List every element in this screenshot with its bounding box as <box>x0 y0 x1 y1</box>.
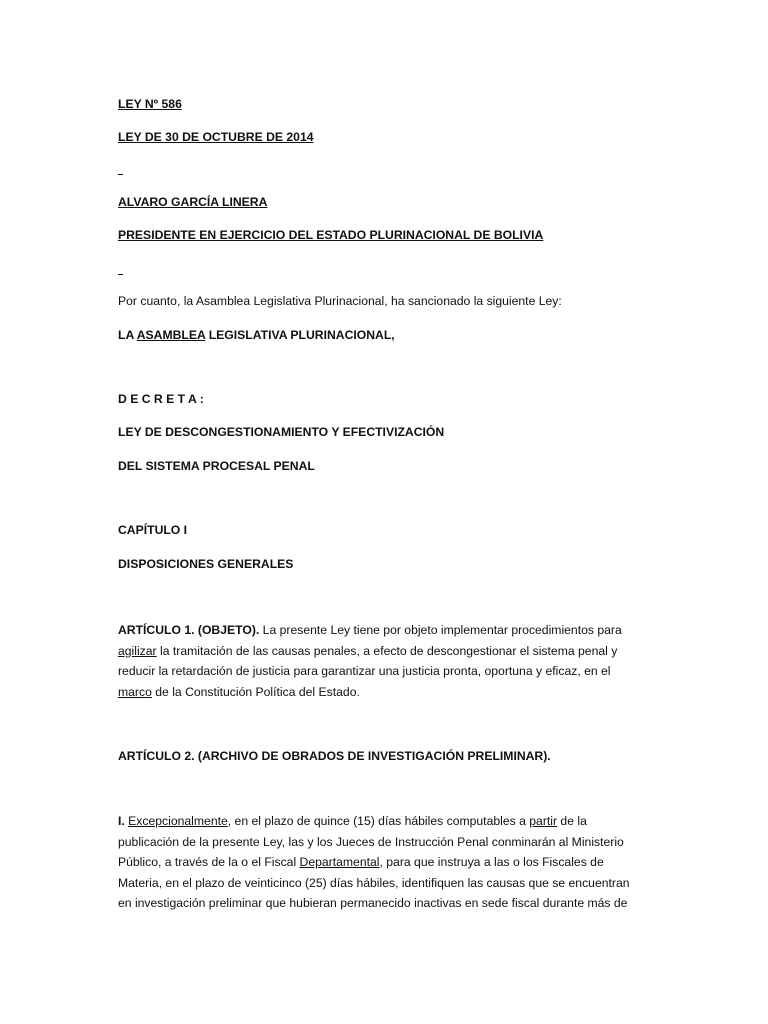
articulo-1-text: la tramitación de las causas penales, a efecto de descongestionar el sistema penal y <box>156 643 618 658</box>
departamental-link[interactable]: Departamental <box>299 855 380 869</box>
articulo-1-heading: ARTÍCULO 1. (OBJETO). <box>118 623 260 637</box>
partir-link[interactable]: partir <box>529 814 558 828</box>
articulo-1-text: La presente Ley tiene por objeto implementar procedimientos para <box>259 623 622 637</box>
paragraph-numeral: I. <box>118 814 129 828</box>
articulo-2-text: , en el plazo de quince (15) días hábiles computables a <box>227 814 530 828</box>
agilizar-link[interactable]: agilizar <box>118 643 157 658</box>
capitulo-numero: CAPÍTULO I <box>118 523 188 537</box>
articulo-2-text: Público, a través de la o el Fiscal <box>118 855 300 869</box>
capitulo-nombre: DISPOSICIONES GENERALES <box>118 557 294 571</box>
asamblea-link[interactable]: ASAMBLEA <box>136 328 206 342</box>
presidente-cargo: PRESIDENTE EN EJERCICIO DEL ESTADO PLURINACIONAL DE BOLIVIA <box>118 228 544 242</box>
articulo-2-text: , para que instruya a las o los Fiscales de <box>379 855 604 869</box>
titulo-linea-2: DEL SISTEMA PROCESAL PENAL <box>118 459 315 473</box>
asamblea-line <box>118 327 648 343</box>
ley-numero: LEY Nº 586 <box>118 97 182 111</box>
articulo-2-paragraph <box>118 811 638 914</box>
separator-dash <box>118 174 123 175</box>
titulo-linea-1: LEY DE DESCONGESTIONAMIENTO Y EFECTIVIZACIÓN <box>118 425 445 439</box>
articulo-2-text: en investigación preliminar que hubieran permanecido inactivas en sede fiscal durante más de <box>118 896 628 910</box>
articulo-2-text: publicación de la presente Ley, las y los Jueces de Instrucción Penal conminarán al Ministerio <box>118 834 624 849</box>
articulo-1-text: de la Constitución Política del Estado. <box>151 684 360 699</box>
marco-link[interactable]: marco <box>118 684 152 699</box>
excepcionalmente-link[interactable]: Excepcionalmente <box>128 814 228 828</box>
separator-dash <box>118 274 123 275</box>
asamblea-pre: LA <box>118 328 137 342</box>
presidente-nombre: ALVARO GARCÍA LINERA <box>118 195 268 209</box>
decreta-heading: D E C R E T A : <box>118 392 204 406</box>
articulo-1-paragraph <box>118 620 638 702</box>
asamblea-post: LEGISLATIVA PLURINACIONAL, <box>205 328 395 342</box>
articulo-2-text: de la <box>557 814 587 828</box>
por-cuanto-text: Por cuanto, la Asamblea Legislativa Plurinacional, ha sancionado la siguiente Ley: <box>118 294 562 308</box>
articulo-2-heading: ARTÍCULO 2. (ARCHIVO DE OBRADOS DE INVESTIGACIÓN PRELIMINAR). <box>118 749 551 763</box>
ley-fecha: LEY DE 30 DE OCTUBRE DE 2014 <box>118 130 314 144</box>
articulo-2-text: Materia, en el plazo de veinticinco (25) días hábiles, identifiquen las causas que se encuentran <box>118 875 630 890</box>
articulo-1-text: reducir la retardación de justicia para garantizar una justicia pronta, oportuna y eficaz, en el <box>118 664 611 678</box>
